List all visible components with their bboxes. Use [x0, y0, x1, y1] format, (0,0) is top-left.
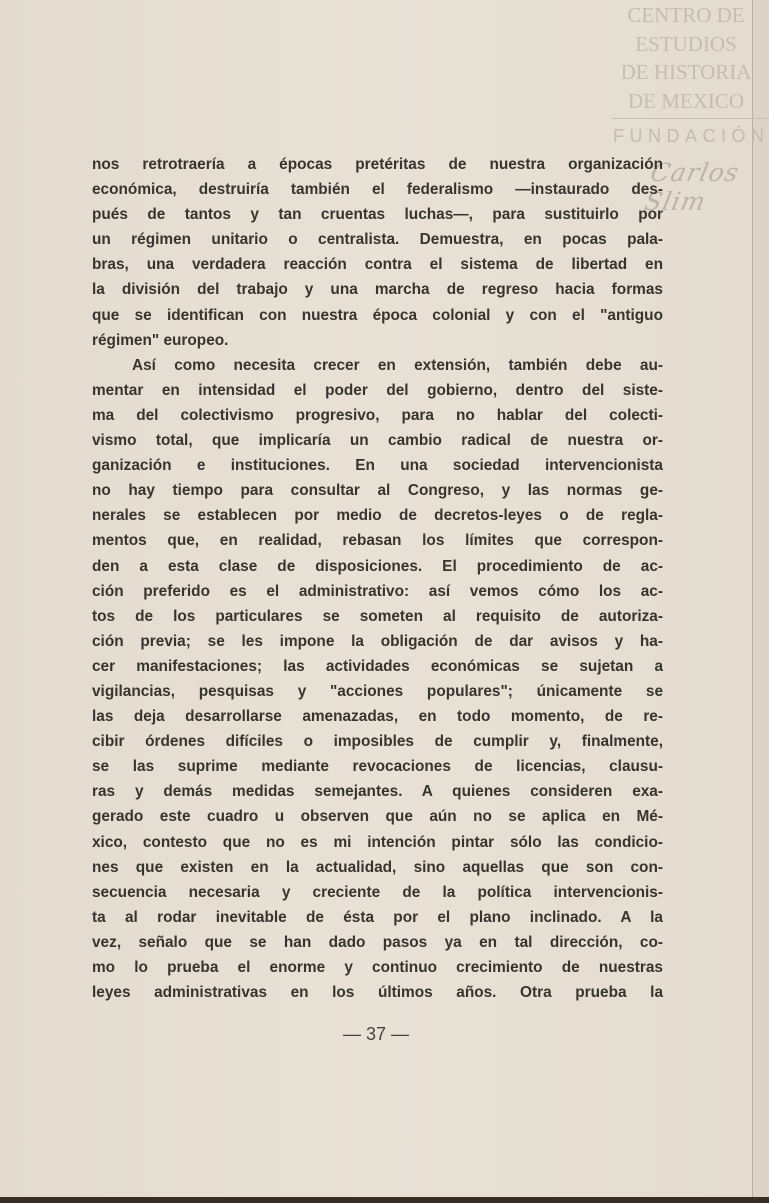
- text-line: régimen" europeo.: [92, 331, 229, 349]
- text-line: que se identifican con nuestra época colonial y con el "antiguo: [92, 306, 663, 324]
- text-line: nos retrotraería a épocas pretéritas de nuestra organización: [92, 156, 663, 173]
- text-line: mentar en intensidad el poder del gobierno, dentro del siste-: [92, 381, 663, 399]
- text-line: pués de tantos y tan cruentas luchas—, para sustituirlo por: [92, 206, 663, 224]
- text-line: nerales se establecen por medio de decretos-leyes o de regla-: [92, 507, 663, 525]
- text-line: no hay tiempo para consultar al Congreso, y las normas ge-: [92, 482, 663, 500]
- watermark-line: CENTRO DE: [627, 3, 745, 27]
- text-line: tos de los particulares se someten al requisito de autoriza-: [92, 607, 663, 625]
- text-line: ras y demás medidas semejantes. A quienes consideren exa-: [92, 783, 663, 801]
- text-line: ta al rodar inevitable de ésta por el plano inclinado. A la: [92, 908, 663, 926]
- text-line: ción preferido es el administrativo: así vemos cómo los ac-: [92, 582, 663, 600]
- watermark-line: ESTUDIOS: [635, 31, 737, 56]
- text-line: Así como necesita crecer en extensión, también debe au-: [132, 356, 663, 374]
- page-number: — 37 —: [342, 1024, 410, 1044]
- text-line: bras, una verdadera reacción contra el sistema de libertad en: [92, 256, 663, 274]
- text-line: cibir órdenes difíciles o imposibles de cumplir y, finalmente,: [92, 733, 663, 751]
- text-line: mo lo prueba el enorme y continuo crecimiento de nuestras: [92, 959, 663, 976]
- text-line: ma del colectivismo progresivo, para no hablar del colecti-: [92, 406, 663, 424]
- text-line: den a esta clase de disposiciones. El procedimiento de ac-: [92, 557, 663, 575]
- text-line: vigilancias, pesquisas y "acciones populares"; únicamente se: [92, 682, 663, 700]
- watermark-divider: [612, 118, 769, 119]
- text-line: vismo total, que implicaría un cambio radical de nuestra or-: [92, 432, 663, 450]
- text-line: vez, señalo que se han dado pasos ya en tal dirección, co-: [92, 933, 663, 951]
- watermark-foundation: FUNDACIÓN: [613, 126, 769, 146]
- watermark-signature: Carlos Slim: [641, 158, 743, 216]
- text-line: económica, destruiría también el federalismo —instaurado des-: [92, 181, 663, 199]
- watermark-line: DE MEXICO: [627, 88, 745, 113]
- body-text: [92, 152, 663, 1005]
- text-line: nes que existen en la actualidad, sino aquellas que son con-: [92, 858, 663, 876]
- text-line: ganización e instituciones. En una sociedad intervencionista: [92, 457, 663, 475]
- watermark-institution: [611, 1, 761, 115]
- text-line: ción previa; se les impone la obligación de dar avisos y ha-: [92, 632, 663, 650]
- text-line: secuencia necesaria y creciente de la política intervencionis-: [92, 883, 663, 901]
- text-line: cer manifestaciones; las actividades económicas se sujetan a: [92, 657, 663, 675]
- text-line: un régimen unitario o centralista. Demuestra, en pocas pala-: [92, 231, 663, 249]
- text-line: leyes administrativas en los últimos años. Otra prueba la: [92, 984, 663, 1002]
- watermark-line: DE HISTORIA: [620, 60, 752, 84]
- text-line: la división del trabajo y una marcha de regreso hacia formas: [92, 281, 663, 299]
- text-line: mentos que, en realidad, rebasan los límites que correspon-: [92, 532, 663, 550]
- text-line: se las suprime mediante revocaciones de licencias, clausu-: [92, 758, 663, 776]
- scan-border: [0, 1197, 769, 1203]
- text-line: las deja desarrollarse amenazadas, en todo momento, de re-: [92, 708, 663, 726]
- text-line: xico, contesto que no es mi intención pintar sólo las condicio-: [92, 833, 663, 851]
- text-line: gerado este cuadro u observen que aún no se aplica en Mé-: [92, 808, 663, 826]
